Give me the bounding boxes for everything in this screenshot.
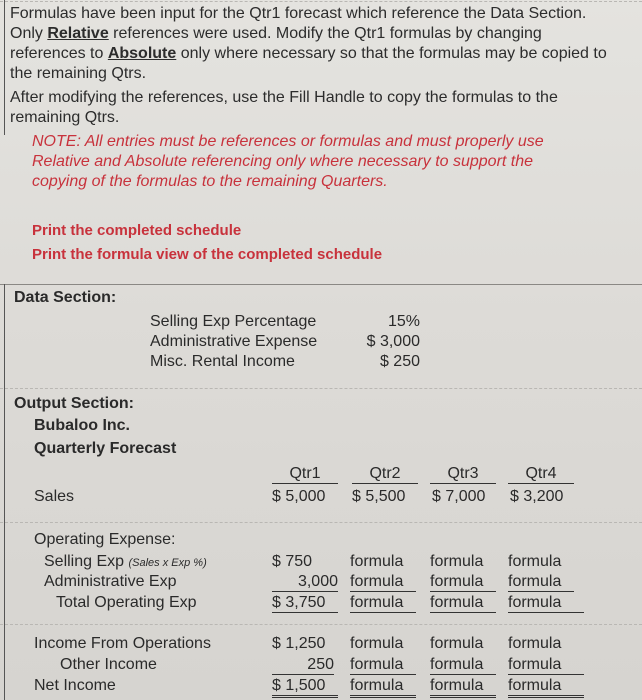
rental-income-label: Misc. Rental Income (150, 353, 295, 370)
admin-expense-value: $ 3,000 (366, 333, 420, 350)
admin-expense-label: Administrative Expense (150, 333, 318, 350)
output-section-title: Output Section: (14, 395, 134, 412)
grid-line (0, 522, 642, 523)
selling-exp-row-label: Selling Exp (Sales x Exp %) (44, 553, 207, 570)
note-line-2: Relative and Absolute referencing only where necessary to support the (32, 153, 534, 170)
other-income-qtr4: formula (508, 655, 584, 675)
sales-qtr3: $ 7,000 (432, 488, 486, 505)
admin-exp-qtr4: formula (508, 572, 574, 592)
net-income-qtr2: formula (350, 676, 416, 698)
net-income-qtr3: formula (430, 676, 496, 698)
grid-line (0, 284, 642, 285)
total-operating-qtr3: formula (430, 593, 496, 613)
sales-qtr4: $ 3,200 (510, 488, 564, 505)
data-section-title: Data Section: (14, 289, 117, 306)
other-income-label: Other Income (60, 656, 157, 673)
income-from-ops-qtr2: formula (350, 635, 404, 652)
selling-exp-hint: (Sales x Exp %) (128, 557, 207, 569)
grid-line (0, 1, 642, 2)
header-qtr3: Qtr3 (430, 464, 496, 484)
instruction-box-border (4, 0, 5, 135)
grid-line (0, 624, 642, 625)
grid-line (0, 388, 642, 389)
other-income-qtr2: formula (350, 655, 416, 675)
header-qtr2: Qtr2 (352, 464, 418, 484)
net-income-qtr1: $ 1,500 (272, 676, 338, 698)
note-line-1: NOTE: All entries must be references or formulas and must properly use (32, 133, 544, 150)
admin-exp-qtr2: formula (350, 572, 416, 592)
income-from-ops-qtr1: $ 1,250 (272, 635, 326, 652)
section-border (4, 284, 5, 700)
other-income-qtr1: 250 (272, 655, 334, 675)
instruction-line-5: After modifying the references, use the Fill Handle to copy the formulas to the (10, 89, 558, 106)
selling-exp-qtr2: formula (350, 553, 404, 570)
total-operating-qtr4: formula (508, 593, 584, 613)
instruction-line-2: Only Relative references were used. Modify the Qtr1 formulas by changing (10, 25, 542, 42)
total-operating-qtr2: formula (350, 593, 416, 613)
sales-qtr1: $ 5,000 (272, 488, 326, 505)
total-operating-label: Total Operating Exp (56, 594, 197, 611)
instruction-line-6: remaining Qtrs. (10, 109, 120, 126)
admin-exp-qtr1: 3,000 (272, 572, 338, 592)
income-from-ops-qtr4: formula (508, 635, 562, 652)
other-income-qtr3: formula (430, 655, 496, 675)
header-qtr1: Qtr1 (272, 464, 338, 484)
admin-exp-qtr3: formula (430, 572, 496, 592)
print-instruction-2: Print the formula view of the completed schedule (32, 246, 383, 263)
selling-exp-value: 15% (387, 313, 420, 330)
total-operating-qtr1: $ 3,750 (272, 593, 338, 613)
rental-income-value: $ 250 (379, 353, 420, 370)
company-name: Bubaloo Inc. (34, 417, 130, 434)
instruction-line-3: references to Absolute only where necessary so that the formulas may be copied to (10, 45, 607, 62)
header-qtr4: Qtr4 (508, 464, 574, 484)
net-income-label: Net Income (34, 677, 116, 694)
selling-exp-label: Selling Exp Percentage (150, 313, 317, 330)
forecast-title: Quarterly Forecast (34, 440, 177, 457)
selling-exp-qtr4: formula (508, 553, 562, 570)
sales-qtr2: $ 5,500 (352, 488, 406, 505)
admin-exp-row-label: Administrative Exp (44, 573, 177, 590)
net-income-qtr4: formula (508, 676, 584, 698)
sales-label: Sales (34, 488, 75, 505)
operating-expense-label: Operating Expense: (34, 531, 176, 548)
income-from-ops-label: Income From Operations (34, 635, 211, 652)
instruction-line-1: Formulas have been input for the Qtr1 forecast which reference the Data Section. (10, 5, 587, 22)
selling-exp-qtr3: formula (430, 553, 484, 570)
note-line-3: copying of the formulas to the remaining Quarters. (32, 173, 388, 190)
income-from-ops-qtr3: formula (430, 635, 484, 652)
selling-exp-qtr1: $ 750 (272, 553, 313, 570)
instruction-line-4: the remaining Qtrs. (10, 65, 147, 82)
print-instruction-1: Print the completed schedule (32, 222, 242, 239)
